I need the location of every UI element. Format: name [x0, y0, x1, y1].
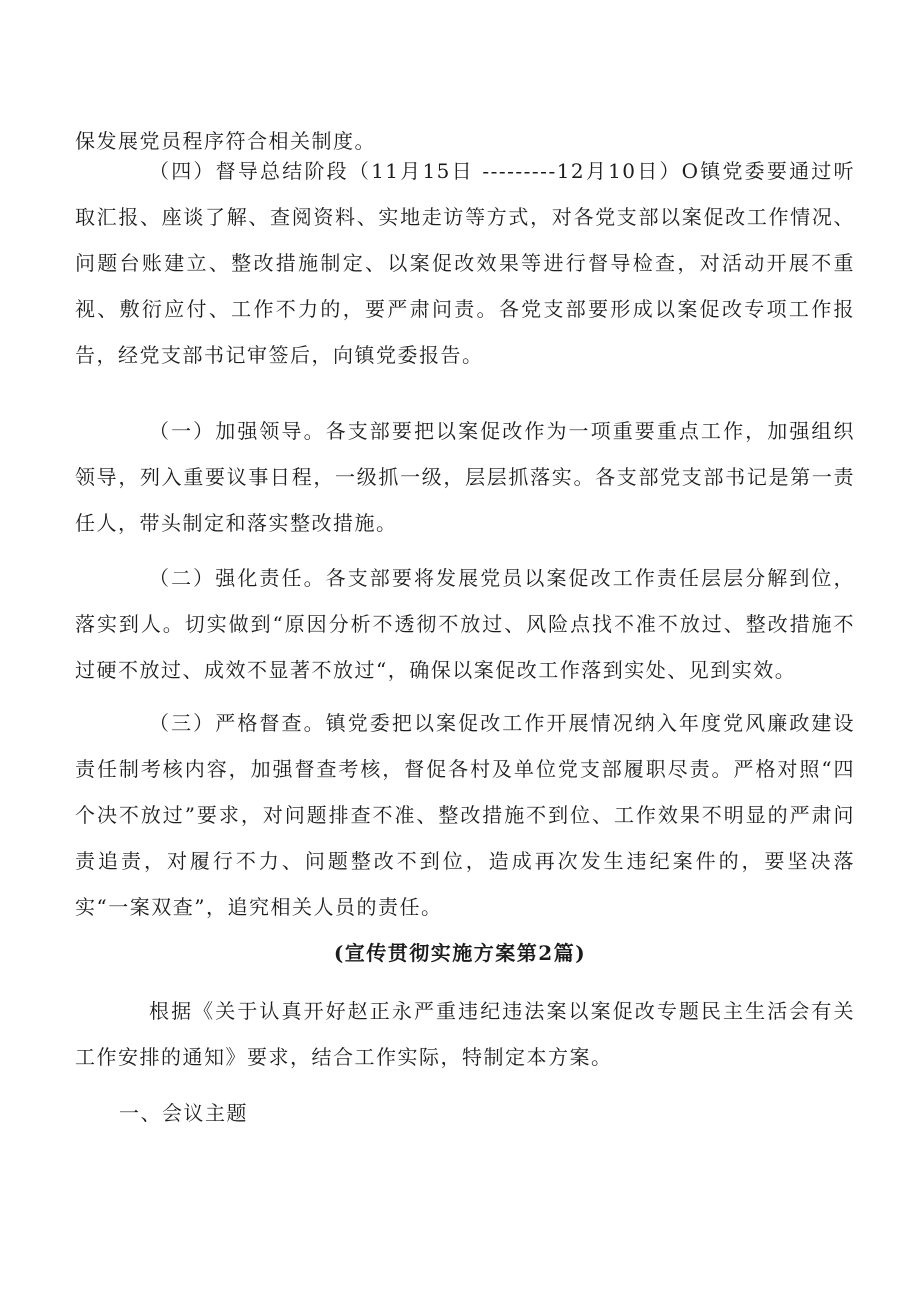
paragraph-basis: 根据《关于认真开好赵正永严重违纪违法案以案促改专题民主生活会有关工作安排的通知》要求，结合工作实际，特制定本方案。 — [75, 999, 855, 1069]
paragraph-strengthen-responsibility: （二）强化责任。各支部要将发展党员以案促改工作责任层层分解到位，落实到人。切实做到“原因分析不透彻不放过、风险点找不准不放过、整改措施不过硬不放过、成效不显著不放过“，确保以案促改工作落到实处、见到实效。 — [75, 566, 855, 682]
paragraph-supervision-stage: （四）督导总结阶段（11月15日 ---------12月10日）O镇党委要通过听取汇报、座谈了解、查阅资料、实地走访等方式，对各党支部以案促改工作情况、问题台账建立、整改措施制定、以案促改效果等进行督导检查，对活动开展不重视、敷衍应付、工作不力的，要严肃问责。各党支部要形成以案促改专项工作报告，经党支部书记审签后，向镇党委报告。 — [75, 159, 855, 367]
paragraph-continuation: 保发展党员程序符合相关制度。 — [75, 129, 376, 153]
section-title: (宣传贯彻实施方案第2篇) — [333, 941, 587, 965]
paragraph-strict-supervision: （三）严格督查。镇党委把以案促改工作开展情况纳入年度党风廉政建设责任制考核内容，加强督查考核，督促各村及单位党支部履职尽责。严格对照“四个决不放过”要求，对问题排查不准、整改措施不到位、工作效果不明显的严肃问责追责，对履行不力、问题整改不到位，造成再次发生违纪案件的，要坚决落实“一案双查”，追究相关人员的责任。 — [75, 711, 855, 919]
heading-meeting-theme: 一、会议主题 — [119, 1101, 248, 1125]
paragraph-strengthen-leadership: （一）加强领导。各支部要把以案促改作为一项重要重点工作，加强组织领导，列入重要议事日程，一级抓一级，层层抓落实。各支部党支部书记是第一责任人，带头制定和落实整改措施。 — [75, 419, 855, 535]
